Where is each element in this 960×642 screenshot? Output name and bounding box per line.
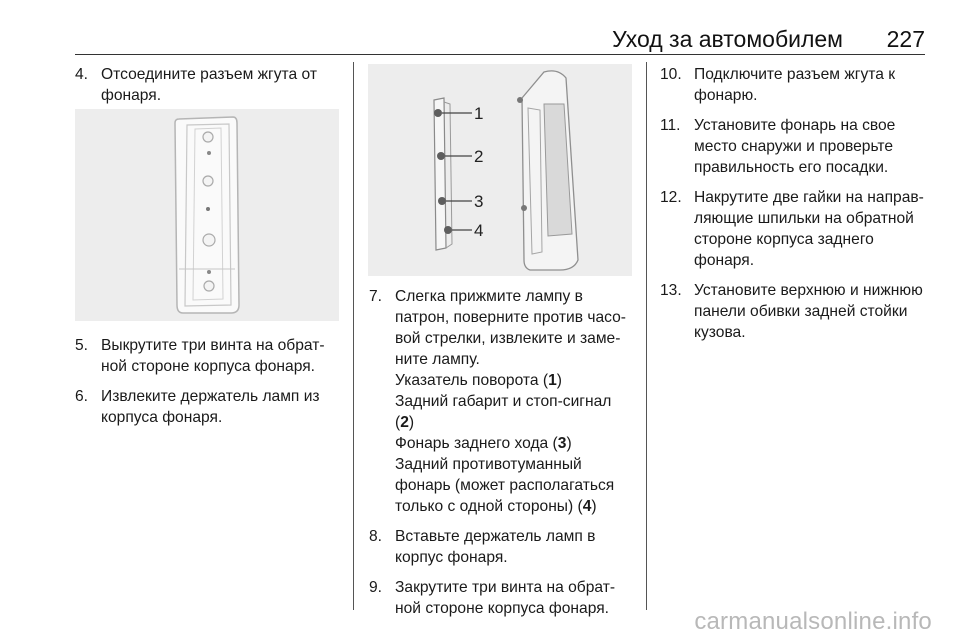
step-13 <box>660 280 930 343</box>
step-text: Установите верхнюю и нижнюю панели обивки задней стойки кузова. <box>694 282 923 341</box>
step-text: Закрутите три винта на обрат-ной стороне корпуса фонаря. <box>395 579 616 617</box>
column-2 <box>369 286 632 628</box>
step-number: 7. <box>369 288 383 305</box>
step-7 <box>369 286 632 517</box>
step-number: 12. <box>660 189 682 206</box>
bulb-rear-fog: Задний противотуманный фонарь (может располагаться только с одной стороны) (4) <box>395 456 615 515</box>
step-6 <box>75 386 340 428</box>
step-number: 6. <box>75 388 89 405</box>
step-10 <box>660 64 930 106</box>
step-number: 13. <box>660 282 682 299</box>
step-12 <box>660 187 930 271</box>
callout-4: 4 <box>474 221 484 240</box>
column-1-lower <box>75 335 340 437</box>
step-text: Накрутите две гайки на направ-ляющие шпильки на обратной стороне корпуса заднего фонаря. <box>694 189 924 269</box>
taillight-housing-figure <box>75 109 339 321</box>
bulb-holder-figure <box>368 64 632 276</box>
step-number: 5. <box>75 337 89 354</box>
step-text: Подключите разъем жгута к фонарю. <box>694 66 896 104</box>
section-title: Уход за автомобилем <box>612 26 843 52</box>
column-divider <box>646 62 647 610</box>
callout-3: 3 <box>474 192 484 211</box>
step-11 <box>660 115 930 178</box>
callout-1: 1 <box>474 104 484 123</box>
column-divider <box>353 62 354 610</box>
step-number: 11. <box>660 117 681 134</box>
step-8 <box>369 526 632 568</box>
step-number: 4. <box>75 66 89 83</box>
column-1 <box>75 64 340 115</box>
column-3 <box>660 64 930 352</box>
page-header <box>75 22 925 55</box>
step-text: Вставьте держатель ламп в корпус фонаря. <box>395 528 596 566</box>
callout-2: 2 <box>474 147 484 166</box>
step-5 <box>75 335 340 377</box>
step-9 <box>369 577 632 619</box>
step-number: 8. <box>369 528 383 545</box>
step-text: Установите фонарь на свое место снаружи и проверьте правильность его посадки. <box>694 117 896 176</box>
step-text: Отсоедините разъем жгута от фонаря. <box>101 66 317 104</box>
step-4 <box>75 64 340 106</box>
step-number: 9. <box>369 579 383 596</box>
bulb-tail-stop: Задний габарит и стоп-сигнал (2) <box>395 393 612 431</box>
step-text: Извлеките держатель ламп из корпуса фонаря. <box>101 388 320 426</box>
step-text: Слегка прижмите лампу в патрон, поверните против часо-вой стрелки, извлеките и заме-ните лампу. <box>395 288 626 368</box>
bulb-reverse: Фонарь заднего хода (3) <box>395 435 572 452</box>
step-number: 10. <box>660 66 682 83</box>
page-number: 227 <box>886 26 925 52</box>
step-text: Выкрутите три винта на обрат-ной стороне корпуса фонаря. <box>101 337 325 375</box>
watermark: carmanualsonline.info <box>694 608 932 635</box>
bulb-turn-signal: Указатель поворота (1) <box>395 372 562 389</box>
